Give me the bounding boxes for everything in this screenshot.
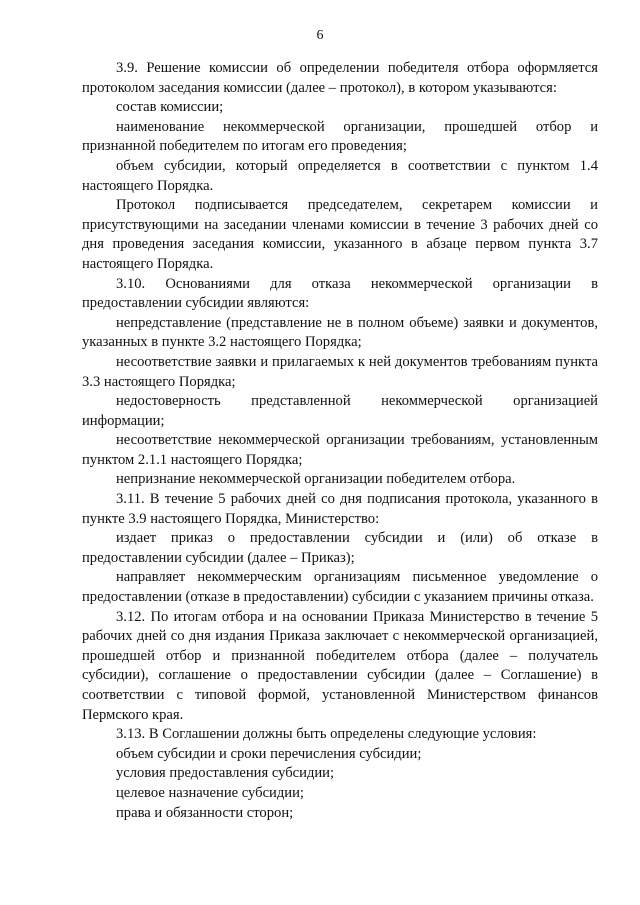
page-number: 6 (316, 28, 324, 43)
paragraph: непредставление (представление не в полном объеме) заявки и документов, указанных в пункте 3.2 настоящего Порядка; (82, 314, 598, 351)
paragraph: направляет некоммерческим организациям письменное уведомление о предоставлении (отказе в предоставлении) субсидии с указанием причины отказа. (82, 569, 598, 606)
paragraph: несоответствие некоммерческой организации требованиям, установленным пунктом 2.1.1 настоящего Порядка; (82, 432, 598, 468)
paragraph: права и обязанности сторон; (116, 804, 294, 821)
paragraph: издает приказ о предоставлении субсидии и (или) об отказе в предоставлении субсидии (далее – Приказ); (82, 530, 598, 566)
paragraph: недостоверность представленной некоммерческой организацией информации; (82, 393, 598, 429)
paragraph: 3.11. В течение 5 рабочих дней со дня подписания протокола, указанного в пункте 3.9 настоящего Порядка, Министерство: (82, 491, 598, 527)
paragraph: 3.13. В Соглашении должны быть определены следующие условия: (116, 726, 537, 743)
paragraph: несоответствие заявки и прилагаемых к ней документов требованиям пункта 3.3 настоящего Порядка; (82, 353, 598, 390)
document-body (82, 59, 598, 823)
paragraph: 3.12. По итогам отбора и на основании Приказа Министерство в течение 5 рабочих дней со дня издания Приказа заключает с некоммерческой организацией, прошедшей отбор и признанной победителем отбора (далее – получатель субсидии), соглашение о предоставлении субсидии (далее – Соглашение) в соответствии с типовой формой, установленной Министерством финансов Пермского края. (82, 608, 598, 723)
paragraph: состав комиссии; (116, 99, 224, 116)
paragraph: объем субсидии и сроки перечисления субсидии; (116, 745, 422, 762)
paragraph: 3.9. Решение комиссии об определении победителя отбора оформляется протоколом заседания комиссии (далее – протокол), в котором указываются: (82, 60, 598, 96)
paragraph: Протокол подписывается председателем, секретарем комиссии и присутствующими на заседании членами комиссии в течение 3 рабочих дней со дня проведения заседания комиссии, указанного в абзаце первом пункта 3.7 настоящего Порядка. (82, 197, 598, 272)
paragraph: 3.10. Основаниями для отказа некоммерческой организации в предоставлении субсидии являются: (82, 275, 598, 312)
paragraph: наименование некоммерческой организации, прошедшей отбор и признанной победителем по итогам его проведения; (82, 118, 598, 155)
paragraph: целевое назначение субсидии; (116, 784, 304, 801)
paragraph: объем субсидии, который определяется в соответствии с пунктом 1.4 настоящего Порядка. (82, 157, 598, 194)
paragraph: условия предоставления субсидии; (116, 765, 335, 782)
paragraph: непризнание некоммерческой организации победителем отбора. (116, 471, 516, 488)
